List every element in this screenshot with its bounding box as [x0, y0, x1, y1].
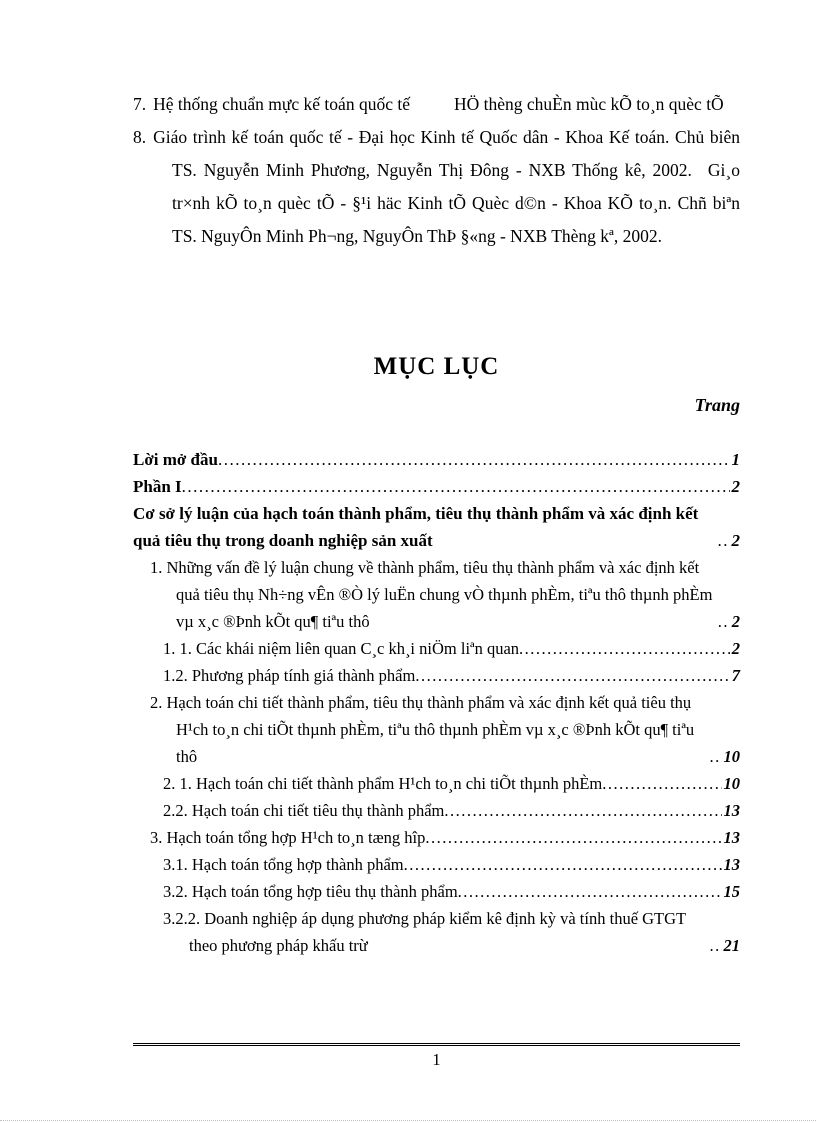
toc-page-number: 2 — [731, 612, 740, 631]
toc-page-number: 10 — [723, 774, 740, 793]
toc-entry — [133, 554, 740, 635]
toc-leader-dots — [425, 824, 721, 851]
toc-entry-text: Lời mở đầu — [133, 450, 218, 469]
toc-page-number: 7 — [731, 666, 740, 685]
toc-leader-dots — [718, 527, 730, 554]
toc-entries — [133, 446, 740, 959]
toc-entry — [133, 635, 740, 662]
toc-page-number: 13 — [723, 801, 740, 820]
toc-title: MỤC LỤC — [373, 353, 500, 380]
reference-number: 8. — [133, 127, 147, 147]
toc-leader-dots — [458, 878, 722, 905]
toc-page-number: 2 — [731, 477, 740, 496]
toc-page-column-label: Trang — [694, 395, 740, 415]
footer — [133, 1043, 740, 1070]
toc-entry — [133, 824, 740, 851]
reference-item — [133, 88, 740, 121]
toc-page-number: 10 — [723, 747, 740, 766]
toc-entry — [133, 878, 740, 905]
toc-entry-text: 1. 1. Các khái niệm liên quan C¸c kh¸i niÖm liªn quan — [163, 639, 520, 658]
toc-entry-text: Cơ sở lý luận của hạch toán thành phẩm, tiêu thụ thành phẩm và xác định kết quả tiêu thụ trong doanh nghiệp sản xuất — [133, 504, 699, 550]
toc-entry-text: 2. 1. Hạch toán chi tiết thành phẩm H¹ch to¸n chi tiÕt thµnh phÈm — [163, 774, 603, 793]
reference-text-vietnamese: Giáo trình kế toán quốc tế - Đại học Kinh tế Quốc dân - Khoa Kế toán. Chủ biên TS. Nguyễn Minh Phương, Nguyễn Thị Đông - NXB Thống kê, 2002. — [153, 127, 740, 180]
toc-entry — [133, 473, 740, 500]
toc-leader-dots — [710, 932, 722, 959]
toc-entry — [133, 662, 740, 689]
toc-entry-text: 3. Hạch toán tổng hợp H¹ch to¸n tæng hîp — [150, 828, 426, 847]
references-list — [133, 88, 740, 253]
toc-page-number: 15 — [723, 882, 740, 901]
toc-page-number: 13 — [723, 828, 740, 847]
toc-leader-dots — [718, 608, 730, 635]
toc-page-number: 2 — [731, 531, 740, 550]
toc-entry — [133, 689, 740, 770]
toc-leader-dots — [218, 446, 730, 473]
reference-text-legacy: Gi¸o tr×nh kÕ to¸n quèc tÕ - §¹i häc Kinh tÕ Quèc d©n - Khoa KÕ to¸n. Chñ biªn TS. NguyÔn Minh Ph¬ng, NguyÔn ThÞ §«ng - NXB Thèng kª, 2002. — [172, 160, 740, 246]
toc-page-number: 21 — [723, 936, 740, 955]
toc-entry-text: 1. Những vấn đề lý luận chung về thành phẩm, tiêu thụ thành phẩm và xác định kết quả tiêu thụ Nh÷ng vÊn ®Ò lý luËn chung vÒ thµnh phÈm, tiªu thô thµnh phÈm vµ x¸c ®Þnh kÕt qu¶ tiªu thô — [150, 558, 713, 631]
toc-leader-dots — [182, 473, 730, 500]
reference-text-vietnamese: Hệ thống chuẩn mực kế toán quốc tế — [153, 94, 410, 114]
toc-page-number: 2 — [731, 639, 740, 658]
reference-item — [133, 121, 740, 253]
toc-entry-text: 1.2. Phương pháp tính giá thành phẩm — [163, 666, 416, 685]
toc-entry-text: 3.2. Hạch toán tổng hợp tiêu thụ thành phẩm — [163, 882, 458, 901]
toc-leader-dots — [602, 770, 721, 797]
toc-entry — [133, 770, 740, 797]
toc-entry — [133, 851, 740, 878]
toc-leader-dots — [710, 743, 722, 770]
toc-entry-text: 3.2.2. Doanh nghiệp áp dụng phương pháp kiểm kê định kỳ và tính thuế GTGT theo phương pháp khấu trừ — [163, 909, 686, 955]
toc-entry — [133, 500, 740, 554]
toc-leader-dots — [404, 851, 722, 878]
toc-entry-text: Phần I — [133, 477, 182, 496]
toc-entry — [133, 797, 740, 824]
toc-leader-dots — [415, 662, 729, 689]
toc-page-number: 13 — [723, 855, 740, 874]
toc-entry-text: 2. Hạch toán chi tiết thành phẩm, tiêu thụ thành phẩm và xác định kết quả tiêu thụ H¹ch to¸n chi tiÕt thµnh phÈm, tiªu thô thµnh phÈm vµ x¸c ®Þnh kÕt qu¶ tiªu thô — [150, 693, 695, 766]
toc-entry-text: 2.2. Hạch toán chi tiết tiêu thụ thành phẩm — [163, 801, 445, 820]
page-content — [133, 88, 740, 959]
toc-page-number: 1 — [731, 450, 740, 469]
toc-leader-dots — [444, 797, 721, 824]
reference-text-legacy: HÖ thèng chuÈn mùc kÕ to¸n quèc tÕ — [453, 94, 724, 114]
reference-number: 7. — [133, 94, 147, 114]
toc-entry — [133, 446, 740, 473]
page-number: 1 — [432, 1050, 441, 1069]
toc-entry — [133, 905, 740, 959]
toc-entry-text: 3.1. Hạch toán tổng hợp thành phẩm — [163, 855, 404, 874]
toc-leader-dots — [519, 635, 730, 662]
footer-rule — [133, 1043, 740, 1046]
